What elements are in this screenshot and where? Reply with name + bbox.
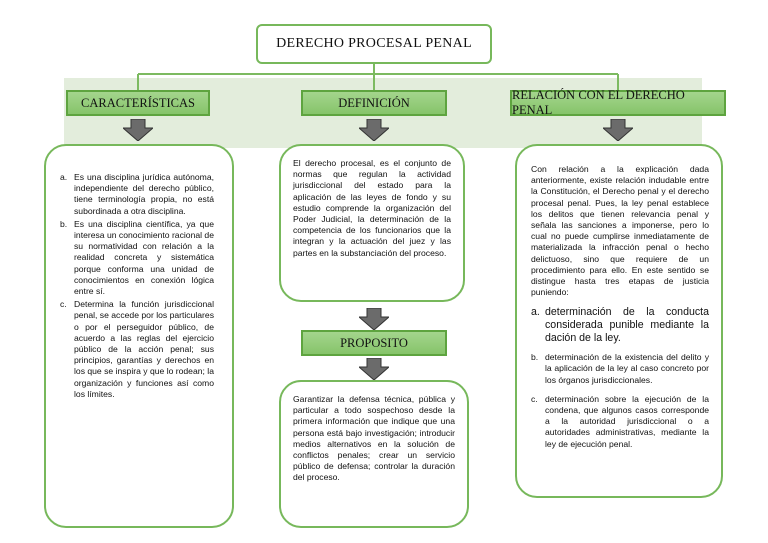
relacion-intro: Con relación a la explicación dada anteriormente, existe relación indudable entre la Constitución, el Derecho penal y el derecho procesal penal. Pues, la ley penal establece los delitos que tienen relevancia penal y señala las sanciones a imponerse, pero lo cual no puede cumplirse inmediatamente de materializada la infracción penal o hecho delictuoso, sino que requiere de un procedimiento para ello. En este sentido se distingue hasta tres etapas de justicia puniendo:	[531, 164, 709, 298]
down-arrow-icon	[603, 119, 633, 141]
down-arrow-icon	[359, 119, 389, 141]
down-arrow-icon	[359, 308, 389, 330]
relacion-list	[531, 306, 709, 449]
caracteristicas-list	[60, 172, 214, 400]
page-title: DERECHO PROCESAL PENAL	[256, 24, 492, 64]
list-item: c. Determina la función jurisdiccional penal, se accede por los particulares o por el perseguidor público, de acuerdo a las reglas del ejercicio público de la acción penal; sus principios, garantías y derechos en los que se inspira y que lo rodean; la organización y funciones así como los límites.	[60, 299, 214, 399]
definicion-box: El derecho procesal, es el conjunto de normas que regulan la actividad jurisdiccional del estado para la aplicación de las leyes de fondo y su estudio comprende la organización del Poder Judicial, la determinación de la competencia de los funcionarios que la integran y la actuación del juez y las partes en la substanciación del proceso.	[279, 144, 465, 302]
list-item: a. determinación de la conducta considerada punible mediante la dación de la ley.	[531, 306, 709, 344]
down-arrow-icon	[123, 119, 153, 141]
list-item: b. Es una disciplina científica, ya que interesa un conocimiento racional de su normatividad con relación a la realidad concreta y sistemática porque conforma una unidad de conocimientos en conexión lógica entre sí.	[60, 218, 214, 297]
header-definicion: DEFINICIÓN	[301, 90, 447, 116]
header-relacion: RELACIÓN CON EL DERECHO PENAL	[510, 90, 726, 116]
down-arrow-icon	[359, 358, 389, 380]
relacion-box	[515, 144, 723, 498]
proposito-box: Garantizar la defensa técnica, pública y particular a todo sospechoso desde la primera información que indique que una persona está bajo investigación; introducir medios alternativos en la solución de conflictos penales; crear un servicio público de defensa; controlar la duración del proceso.	[279, 380, 469, 528]
list-item: c. determinación sobre la ejecución de la condena, que algunos casos corresponde a la autoridad jurisdiccional o a autoridades administrativas, mediante la ley de ejecución penal.	[531, 393, 709, 449]
list-item: b. determinación de la existencia del delito y la aplicación de la ley al caso concreto por los órganos jurisdiccionales.	[531, 352, 709, 385]
header-proposito: PROPOSITO	[301, 330, 447, 356]
caracteristicas-box	[44, 144, 234, 528]
header-caracteristicas: CARACTERÍSTICAS	[66, 90, 210, 116]
list-item: a. Es una disciplina jurídica autónoma, independiente del derecho público, tiene terminología propia, no está subordinada a otra disciplina.	[60, 172, 214, 216]
